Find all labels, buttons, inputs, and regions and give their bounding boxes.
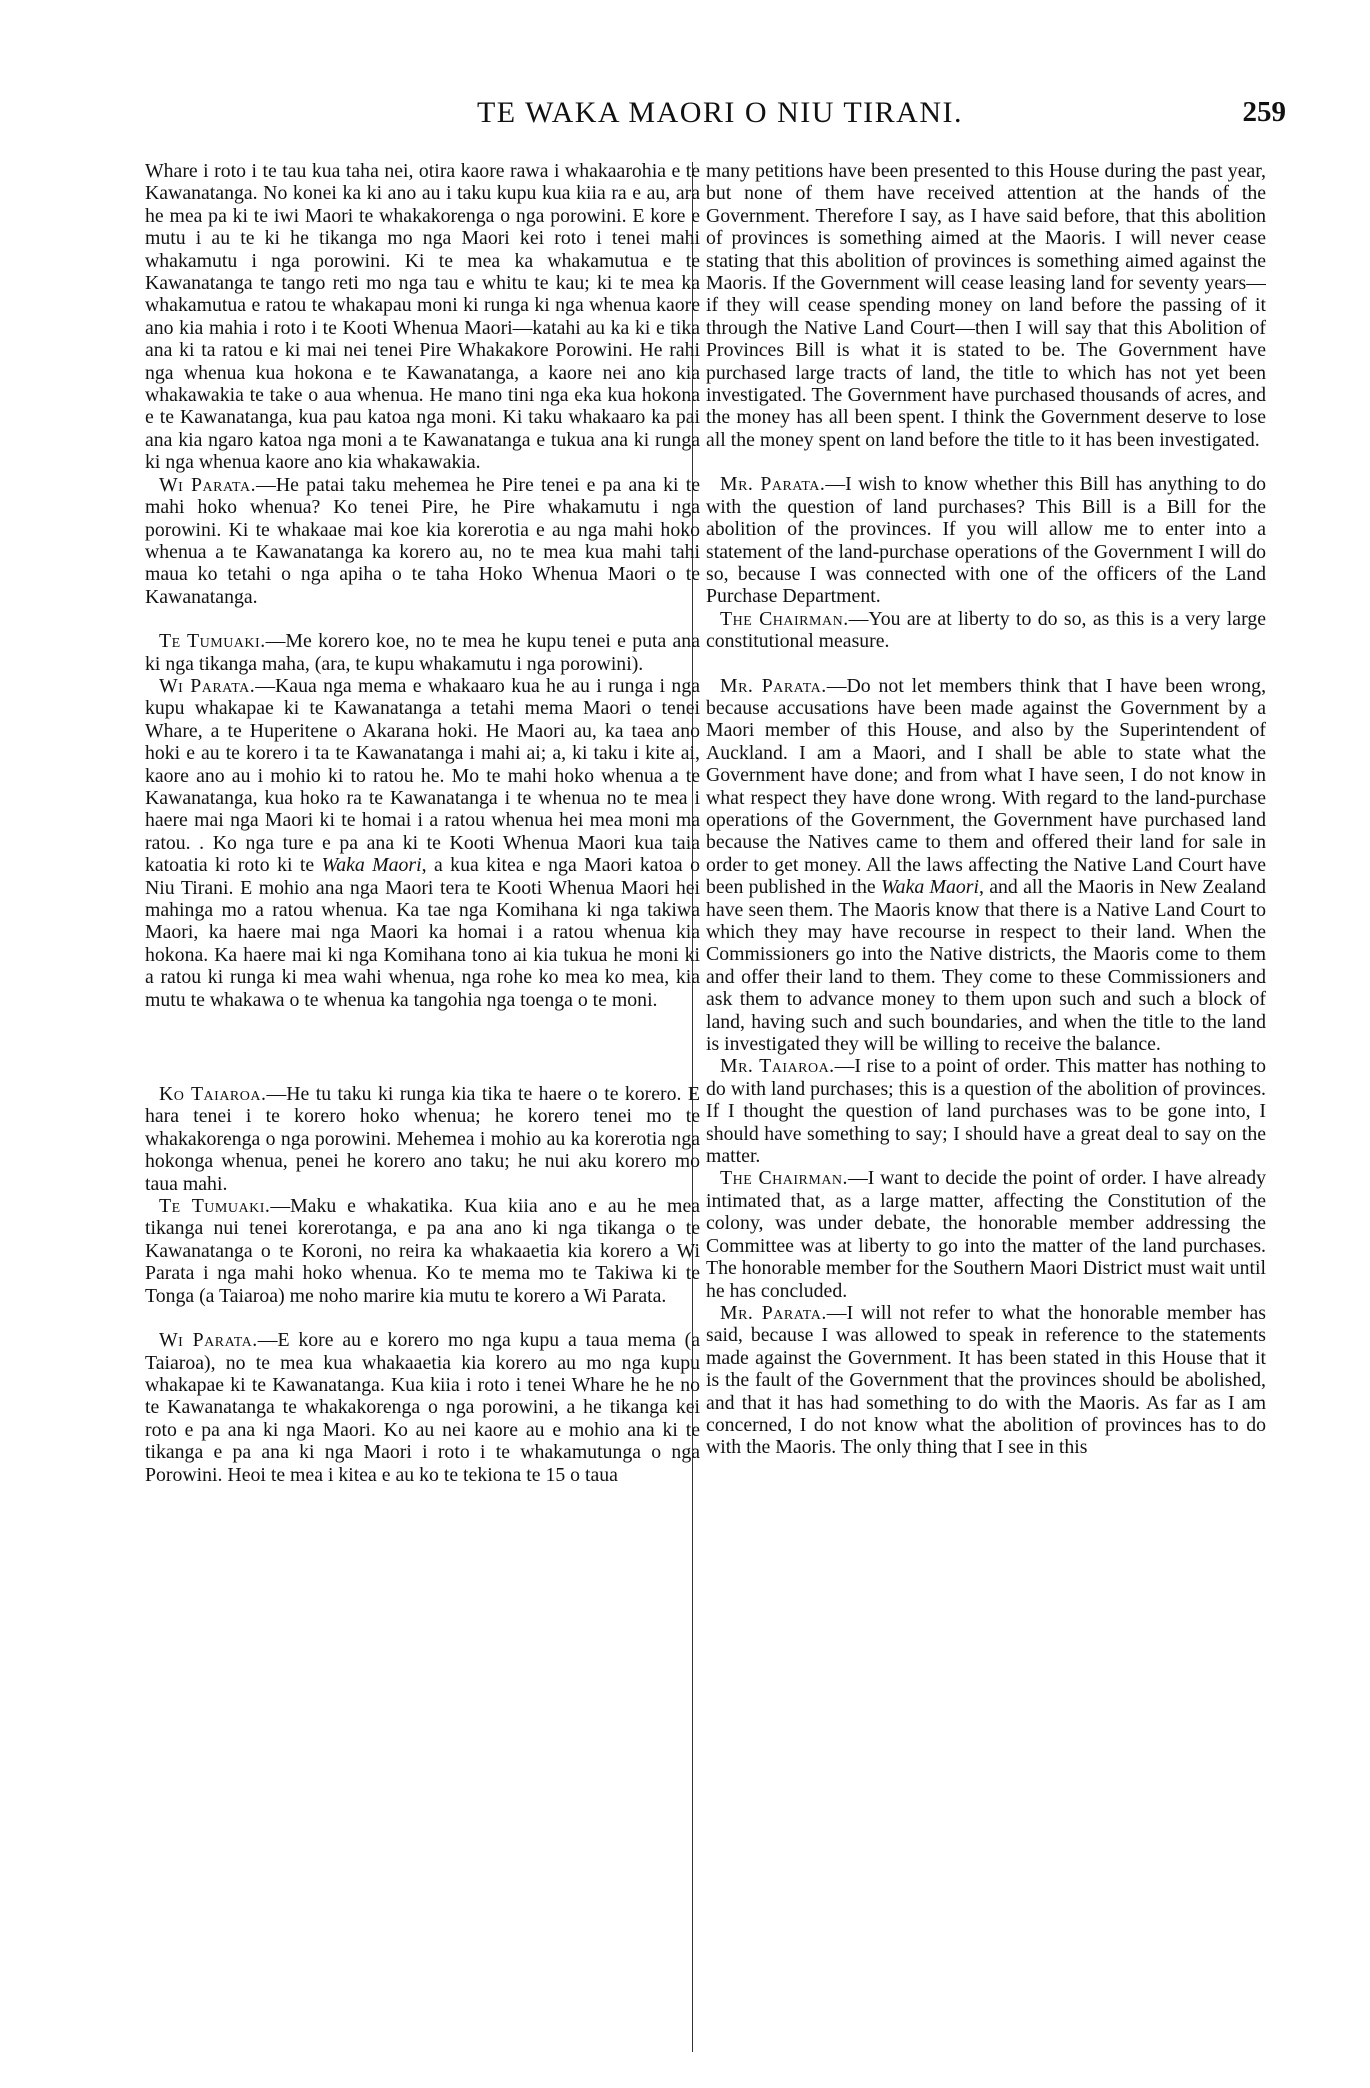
paragraph: Whare i roto i te tau kua taha nei, otira kaore rawa i whakaarohia e te Kawanatanga. No konei ka ki ano au i taku kupu kua kiia ra e au, ara he mea pa ki te iwi Maori te whakakorenga o nga porowini. E kore e mutu i au te ki he tikanga mo nga Maori kei roto i tenei mahi whakamutu i nga porowini. Ki te mea ka whakamutua e te Kawanatanga te tango reti mo nga tau e whitu te kau; ki te mea ka whakamutua e ratou te whakapau moni ki runga ki nga whenua kaore ano kia mahia i roto i te Kooti Whenua Maori—katahi au ka ki e tika ana ki ta ratou e ki mai nei tenei Pire Whakakore Porowini. He rahi nga whenua kua hokona e te Kawanatanga, a kaore nei ano kia whakawakia te take o aua whenua. He mano tini nga eka kua hokona e te Kawanatanga, kua pau katoa nga moni. Ki taku whakaaro ka pai ana kia ngaro katoa nga moni a te Kawanatanga e tukua ana ki runga ki nga whenua kaore ano kia whakawakia. — [145, 160, 700, 474]
speaker-name: Ko Taiaroa. — [159, 1083, 267, 1106]
speech-text: —He tu taku ki runga kia tika te haere o te korero. E hara tenei i te korero hoko whenua; he korero tenei mo te whakakorenga o nga porowini. Mehemea i mohio au ka korerotia nga hokonga whenua, penei he korero ano taku; he nui aku korero mo taua mahi. — [145, 1083, 700, 1195]
speech-text: —You are at liberty to do so, as this is a very large constitutional measure. — [706, 607, 1266, 653]
speech-text: , and all the Maoris in New Zealand have seen them. The Maoris know that there is a Native Land Court to which they may have recourse in respect to their land. When the Commissioners go into the Native districts, the Maoris come to them and offer their land to them. They come to these Commissioners and ask them to advance money to them upon such and such a block of land, having such and such boundaries, and when the title to the land is investigated they will be willing to receive the balance. — [706, 876, 1266, 1056]
running-head — [140, 96, 1300, 136]
speech-text: —I will not refer to what the honorable member has said, because I was allowed to speak in reference to the statements made against the Government. It has been stated in this House that it is the fault of the Government that the provinces should be abolished, and that it has had something to do with the Maoris. As far as I am concerned, I do not know what the abolition of provinces has to do with the Maoris. The only thing that I see in this — [706, 1301, 1266, 1459]
speech-text: —Me korero koe, no te mea he kupu tenei e puta ana ki nga tikanga maha, (ara, te kupu whakamutu i nga porowini). — [145, 630, 700, 675]
paragraph — [145, 1195, 700, 1307]
speech-text: , a kua kitea e nga Maori katoa o Niu Tirani. E mohio ana nga Maori tera te Kooti Whenua Maori hei mahinga mo a ratou whenua. Ka tae nga Komihana ki nga takiwa Maori, ka haere mai nga Maori ka homai i a ratou whenua kia hokona. Ka haere mai ki nga Komihana tono ai kia tukua he moni ki a ratou ki runga ki mea wahi whenua, nga rohe ko mea ko mea, kia mutu te whakawa o te whenua ka tangohia nga toenga o te moni. — [145, 854, 700, 1011]
publication-title: Waka Maori — [321, 854, 422, 877]
speaker-name: Mr. Taiaroa. — [720, 1055, 835, 1078]
speaker-name: Wi Parata. — [159, 674, 256, 697]
speaker-name: Mr. Parata. — [720, 674, 827, 697]
paragraph — [706, 675, 1266, 1056]
speaker-name: Te Tumuaki. — [159, 630, 266, 653]
speaker-name: Mr. Parata. — [720, 1301, 827, 1324]
right-column — [706, 160, 1266, 2055]
paragraph — [706, 473, 1266, 607]
speech-text: —Do not let members think that I have been wrong, because accusations have been made against the Government by a Maori member of this House, and also by the Superintendent of Auckland. I am a Maori, and I shall be able to state what the Government have done; and from what I have seen, I do not know in what respect they have done wrong. With regard to the land-purchase operations of the Government, the Government have purchased land because the Natives came to them and offered their land for sale in order to get money. All the laws affecting the Native Land Court have been published in the — [706, 674, 1266, 899]
speech-text: —I want to decide the point of order. I have already intimated that, as a large matter, affecting the Constitution of the colony, was under debate, the honorable member addressing the Committee was at liberty to go into the matter of the land purchases. The honorable member for the Southern Maori District must wait until he has concluded. — [706, 1167, 1266, 1302]
page-title: TE WAKA MAORI O NIU TIRANI. — [476, 96, 964, 129]
paragraph — [706, 1302, 1266, 1459]
paragraph — [706, 1167, 1266, 1301]
speaker-name: Wi Parata. — [159, 1329, 258, 1352]
paragraph — [145, 1083, 700, 1195]
paragraph — [706, 608, 1266, 653]
speech-text: —Maku e whakatika. Kua kiia ano e au he mea tikanga nui tenei korerotanga, e pa ana ano ki nga tikanga o te Kawanatanga o te Koroni, no reira ka whakaaetia kia korero a Wi Parata i nga mahi hoko whenua. Ko te mema mo te Takiwa ki te Tonga (a Taiaroa) me noho marire kia mutu te korero a Wi Parata. — [145, 1195, 700, 1307]
speech-text: —E kore au e korero mo nga kupu a taua mema (a Taiaroa), no te mea kua whakaaetia kia korero au mo nga kupu whakapae ki te Kawanatanga. Kua kiia i roto i tenei Whare he he no te Kawanatanga te whakakorenga o nga porowini, a he tikanga kei roto e pa ana ki nga Maori. Ko au nei kaore au e mohio ana ki te tikanga e pa ana ki nga Maori i roto i te whakamutunga o nga Porowini. Heoi te mea i kitea e au ko te tekiona te 15 o taua — [145, 1329, 700, 1486]
paragraph: many petitions have been presented to this House during the past year, but none of them have received attention at the hands of the Government. Therefore I say, as I have said before, that this abolition of provinces is something aimed at the Maoris. I will never cease stating that this abolition of provinces is something aimed against the Maoris. If the Government will cease leasing land for seventy years—if they will cease spending money on land before the passing of it through the Native Land Court—then I will say that this Abolition of Provinces Bill is what it is stated to be. The Government have purchased large tracts of land, the title to which has not yet been investigated. The Government have purchased thousands of acres, and the money has all been spent. I think the Government deserve to lose all the money spent on land before the title to it has been investigated. — [706, 160, 1266, 451]
speech-text: —I wish to know whether this Bill has anything to do with the question of land purchases? This Bill is a Bill for the abolition of the provinces. If you will allow me to enter into a statement of the land-purchase operations of the Government I will do so, because I was connected with one of the officers of the Land Purchase Department. — [706, 473, 1266, 608]
speaker-name: Mr. Parata. — [720, 473, 826, 496]
paragraph — [145, 474, 700, 608]
speech-text: —He patai taku mehemea he Pire tenei e pa ana ki te mahi hoko whenua? Ko tenei Pire, he Pire whakamutu i nga porowini. Ki te whakaae mai koe kia korerotia e au nga mahi hoko whenua a te Kawanatanga ka korero au, no te mea kua mahi tahi maua ko tetahi o nga apiha o te taha Hoko Whenua Maori o te Kawanatanga. — [145, 473, 700, 608]
publication-title: Waka Maori — [881, 876, 979, 899]
speaker-name: The Chairman. — [720, 607, 849, 630]
speaker-name: The Chairman. — [720, 1167, 848, 1190]
paragraph — [145, 675, 700, 1011]
paragraph — [706, 1055, 1266, 1167]
speaker-name: Te Tumuaki. — [159, 1195, 271, 1218]
speech-text: —Kaua nga mema e whakaaro kua he au i runga i nga kupu whakapae ki te Kawanatanga a tetahi mema Maori o tenei Whare, a te Huperitene o Akarana hoki. He Maori au, ka taea ano hoki e au te korero i ta te Kawanatanga i mahi ai; a, ki taku i kite ai, kaore ano au i mohio ki to ratou he. Mo te mahi hoko whenua a te Kawanatanga, kua hoko ra te Kawanatanga i te whenua no te mea i haere mai nga Maori ki te homai i a ratou whenua hei mea moni ma ratou. . Ko nga ture e pa ana ki te Kooti Whenua Maori kua taia katoatia ki roto ki te — [145, 674, 700, 877]
paragraph — [145, 1329, 700, 1486]
paragraph — [145, 630, 700, 675]
left-column — [145, 160, 700, 2055]
speech-text: —I rise to a point of order. This matter has nothing to do with land purchases; this is a question of the abolition of provinces. If I thought the question of land purchases was to be gone into, I should have something to say; I should have a great deal to say on the matter. — [706, 1055, 1266, 1168]
speaker-name: Wi Parata. — [159, 473, 257, 496]
page-number: 259 — [1242, 96, 1286, 128]
